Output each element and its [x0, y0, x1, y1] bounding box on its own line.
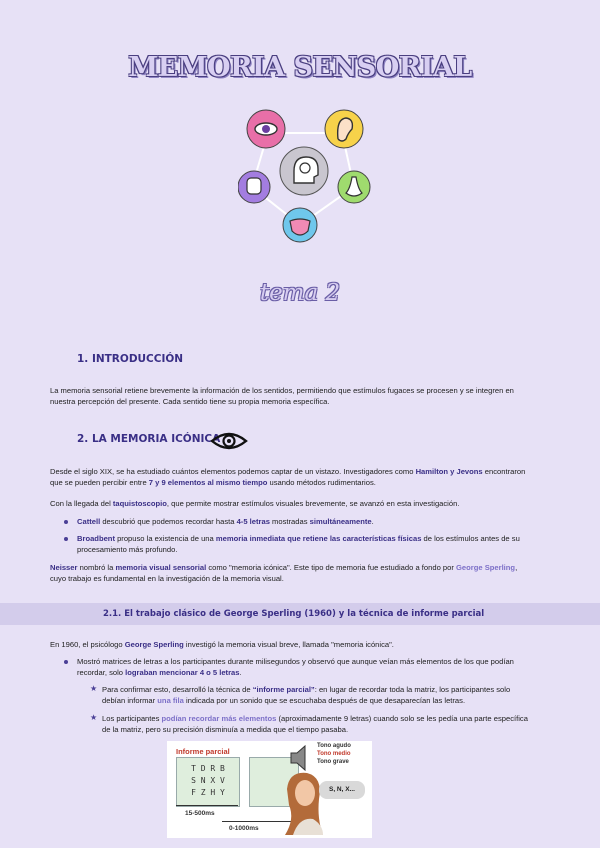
figure-title: Informe parcial: [176, 747, 230, 756]
ear-icon: [325, 110, 363, 148]
senses-diagram: [238, 105, 374, 245]
list-item-cattell: Cattell descubrió que podemos recordar hasta 4-5 letras mostradas simultáneamente.: [77, 517, 374, 526]
delay-label: 0-1000ms: [229, 825, 259, 832]
speech-bubble: S, N, X...: [319, 781, 365, 799]
iconica-paragraph-2: Con la llegada del taquistoscopio, que permite mostrar estímulos visuales brevemente, se avanzó en esta investigación.: [50, 499, 460, 508]
subsection-heading-sperling: 2.1. El trabajo clásico de George Sperling (1960) y la técnica de informe parcial: [103, 609, 485, 619]
list-subitem-informe-parcial: Para confirmar esto, desarrolló la técnica de “informe parcial”: en lugar de recordar toda la matriz, los participantes solo debían informar una fila indicada por un sonido que se escuchaba después de que desaparecían las letras.: [102, 685, 511, 705]
subsection-band: [0, 603, 600, 625]
sperling-paragraph: En 1960, el psicólogo George Sperling investigó la memoria visual breve, llamada "memoria icónica".: [50, 640, 394, 649]
bullet-icon: [64, 537, 68, 541]
star-bullet-icon: ★: [90, 684, 98, 693]
star-bullet-icon: ★: [90, 713, 98, 722]
eye-icon: [210, 430, 248, 452]
informe-parcial-figure: Informe parcial T D R B S N X V F Z H Y 15-500ms 0-1000ms Tono agudo Tono medio Tono grave S, N, X...: [167, 741, 372, 838]
letter-matrix: T D R B S N X V F Z H Y: [176, 757, 240, 807]
tongue-icon: [283, 208, 317, 242]
bullet-icon: [64, 520, 68, 524]
bullet-icon: [64, 660, 68, 664]
duration-label: 15-500ms: [185, 810, 215, 817]
nose-icon: [338, 171, 370, 203]
hand-icon: [238, 171, 270, 203]
section-heading-introduccion: 1. INTRODUCCIÓN: [77, 353, 184, 365]
brain-icon: [280, 147, 328, 195]
list-item-broadbent: Broadbent propuso la existencia de una memoria inmediata que retiene las características físicas de los estímulos antes de su procesamiento más profundo.: [77, 534, 520, 554]
iconica-paragraph-1: Desde el siglo XIX, se ha estudiado cuántos elementos podemos captar de un vistazo. Investigadores como Hamilton y Jevons encontraron que se pueden percibir entre 7 y 9 elementos al mismo tiempo usando métodos rudimentarios.: [50, 467, 526, 487]
list-item-matrices: Mostró matrices de letras a los participantes durante milisegundos y observó que aunque veían más elementos de los que podían recordar, solo lograban mencionar 4 o 5 letras.: [77, 657, 514, 677]
intro-paragraph: La memoria sensorial retiene brevemente la información de los sentidos, permitiendo que estímulos fugaces se procesen y se integren en nuestra percepción del presente. Cada sentido tiene su propia memoria específica.: [50, 386, 514, 406]
eye-icon: [247, 110, 285, 148]
page-subtitle: tema 2: [259, 280, 341, 306]
iconica-paragraph-3: Neisser nombró la memoria visual sensorial como "memoria icónica". Este tipo de memoria fue estudiado a fondo por George Sperling, cuyo trabajo es fundamental en la investigación de la memoria visual.: [50, 563, 518, 583]
page-title: MEMORIA SENSORIAL: [128, 52, 472, 83]
list-subitem-participantes: Los participantes podían recordar más elementos (aproximadamente 9 letras) cuando solo se les pedía una parte específica de la matriz, pero su precisión disminuía a medida que el tiempo pasaba.: [102, 714, 528, 734]
person-illustration: [279, 769, 329, 837]
section-heading-iconica: 2. LA MEMORIA ICÓNICA: [77, 433, 221, 445]
